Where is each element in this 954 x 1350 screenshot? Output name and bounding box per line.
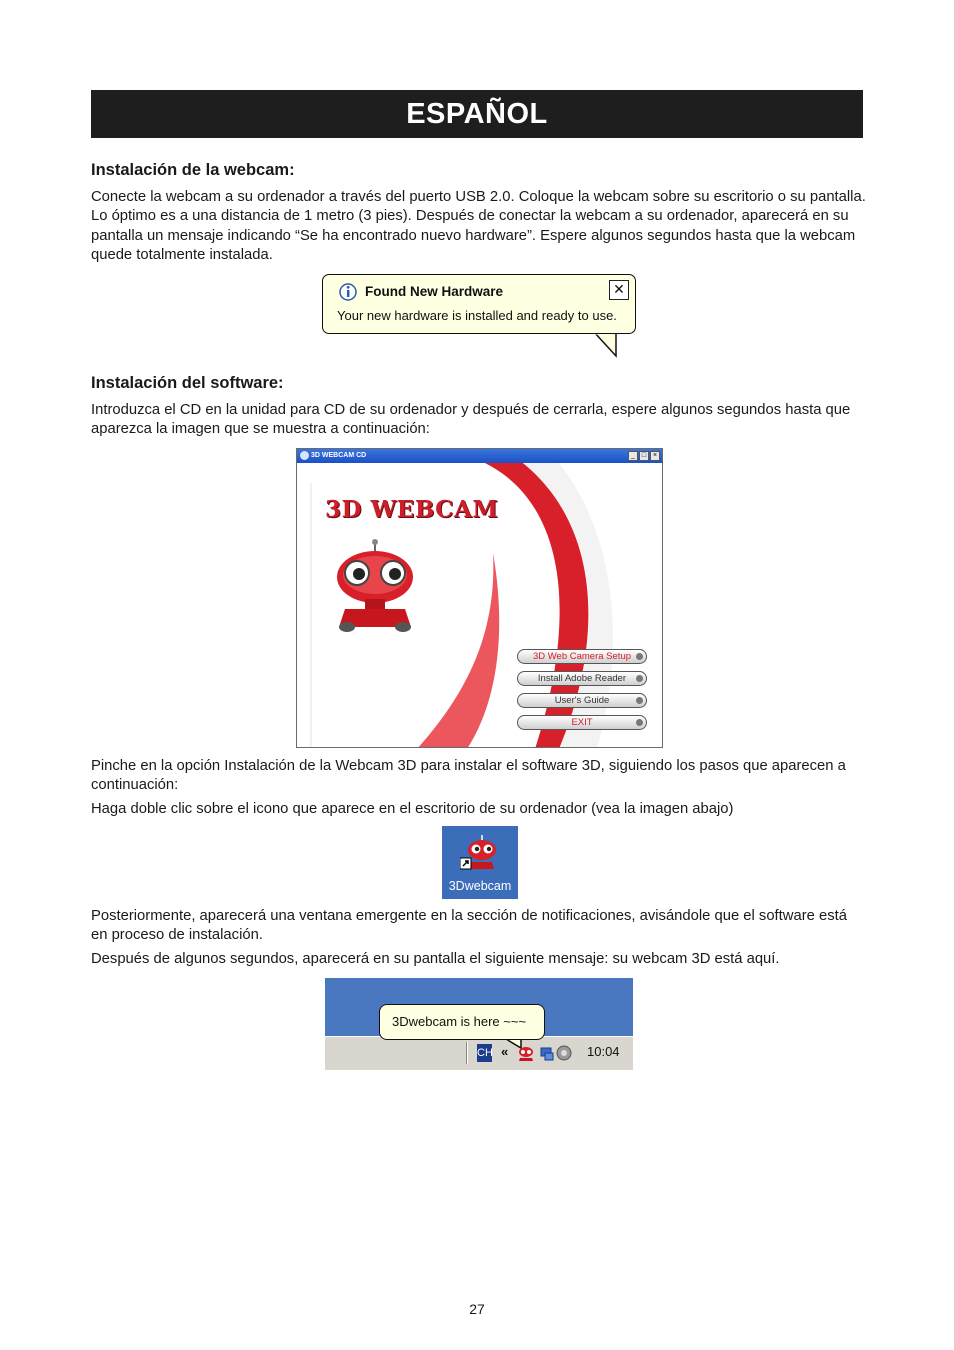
found-new-hardware-balloon: [322, 274, 638, 358]
tray-icons: [517, 1044, 581, 1062]
cd-window-body: [297, 463, 662, 748]
users-guide-label: User's Guide: [554, 695, 610, 706]
page-number: 27: [469, 1301, 485, 1317]
minimize-button[interactable]: _: [628, 451, 638, 461]
button-bullet-icon: [636, 697, 643, 704]
close-icon[interactable]: ✕: [609, 280, 629, 300]
language-indicator[interactable]: CH: [477, 1044, 492, 1062]
desktop-shortcut-3dwebcam[interactable]: [442, 826, 518, 899]
maximize-button[interactable]: □: [639, 451, 649, 461]
desktop-icon-label: 3Dwebcam: [448, 879, 512, 893]
clock[interactable]: 10:04: [587, 1044, 620, 1059]
install-adobe-label: Install Adobe Reader: [537, 673, 627, 684]
webcam-setup-label: 3D Web Camera Setup: [532, 651, 632, 662]
install-adobe-reader-button[interactable]: [517, 671, 647, 686]
language-header: ESPAÑOL: [91, 90, 863, 138]
exit-label: EXIT: [571, 717, 593, 728]
webcam-robot-icon: [325, 535, 425, 635]
post-install-paragraph-2: Después de algunos segundos, aparecerá en su pantalla el siguiente mensaje: su webcam 3D está aquí.: [91, 951, 780, 967]
balloon-body: [322, 274, 636, 334]
webcam-setup-button[interactable]: [517, 649, 647, 664]
network-tray-icon: [541, 1048, 553, 1060]
window-close-button[interactable]: ×: [650, 451, 660, 461]
webcam-robot-icon: [460, 832, 500, 872]
tray-balloon-text: 3Dwebcam is here ~~~: [392, 1014, 527, 1029]
taskbar-separator: [466, 1042, 468, 1064]
cd-icon: [300, 451, 309, 460]
post-install-paragraph-1: Posteriormente, aparecerá una ventana emergente en la sección de notificaciones, avisándole que el software está en proceso de instalación.: [91, 908, 847, 944]
cd-brand-logo: 3D WEBCAM: [325, 496, 499, 523]
show-hidden-icons-chevron[interactable]: «: [501, 1044, 509, 1059]
volume-tray-icon: [557, 1046, 571, 1060]
button-bullet-icon: [636, 675, 643, 682]
webcam-install-paragraph: Conecte la webcam a su ordenador a través del puerto USB 2.0. Coloque la webcam sobre su escritorio o su pantalla. Lo óptimo es a una distancia de 1 metro (3 pies). Después de conectar la webcam a su ordenador, aparecerá en su pantalla un mensaje indicando “Se ha encontrado nuevo hardware”. Espere algunos segundos hasta que la webcam quede totalmente instalada.: [91, 189, 866, 263]
cd-autorun-window: [296, 448, 663, 748]
software-install-paragraph: Introduzca el CD en la unidad para CD de su ordenador y después de cerrarla, espere algunos segundos hasta que aparezca la imagen que se muestra a continuación:: [91, 402, 851, 438]
users-guide-button[interactable]: [517, 693, 647, 708]
balloon-message: Your new hardware is installed and ready to use.: [337, 308, 617, 323]
software-install-heading: Instalación del software:: [91, 374, 284, 392]
window-title: 3D WEBCAM CD: [311, 452, 367, 459]
button-bullet-icon: [636, 653, 643, 660]
webcam-tray-icon: [519, 1047, 533, 1061]
exit-button[interactable]: [517, 715, 647, 730]
instruction-paragraph-1: Pinche en la opción Instalación de la Webcam 3D para instalar el software 3D, siguiendo los pasos que aparecen a continuación:: [91, 758, 846, 794]
taskbar-notification-area: [325, 978, 633, 1070]
instruction-paragraph-2: Haga doble clic sobre el icono que aparece en el escritorio de su ordenador (vea la imagen abajo): [91, 801, 734, 817]
window-titlebar: [297, 449, 662, 463]
balloon-tail: [592, 332, 622, 358]
webcam-ready-balloon[interactable]: [379, 1004, 545, 1040]
info-icon: [338, 282, 358, 302]
webcam-install-heading: Instalación de la webcam:: [91, 161, 295, 179]
balloon-title: Found New Hardware: [365, 284, 504, 299]
button-bullet-icon: [636, 719, 643, 726]
